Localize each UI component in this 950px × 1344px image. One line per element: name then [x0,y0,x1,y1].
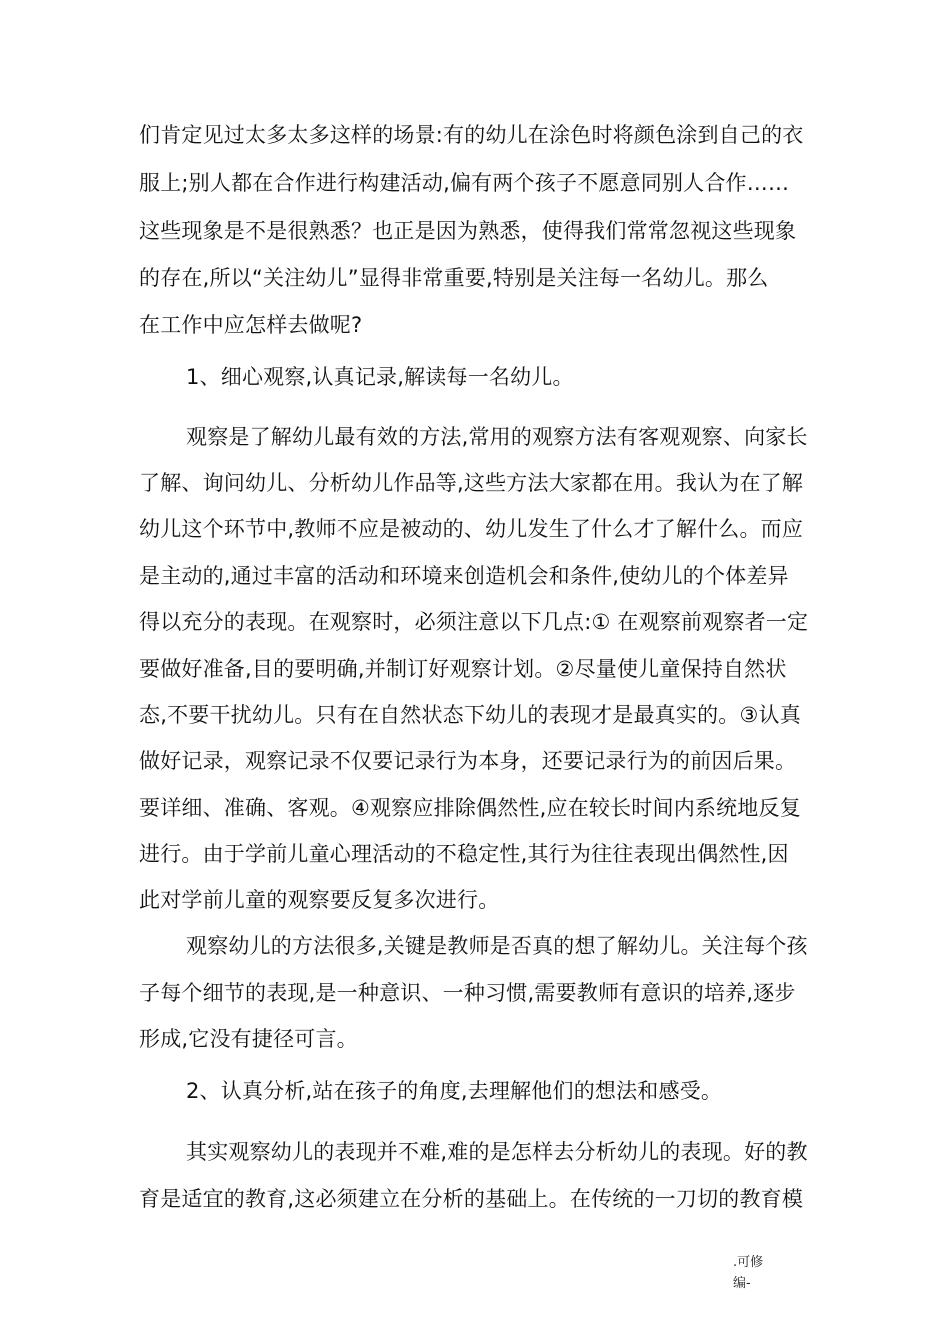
paragraph-line: 其实观察幼儿的表现并不难,难的是怎样去分析幼儿的表现。好的教 [186,1140,808,1164]
paragraph-line: 这些现象是不是很熟悉？也正是因为熟悉，使得我们常常忽视这些现象 [139,219,797,243]
paragraph-line: 育是适宜的教育,这必须建立在分析的基础上。在传统的一刀切的教育模 [139,1187,804,1211]
paragraph-line: 幼儿这个环节中,教师不应是被动的、幼儿发生了什么才了解什么。而应 [139,517,804,541]
paragraph-line: 要详细、准确、客观。④观察应排除偶然性,应在较长时间内系统地反复 [139,796,801,820]
paragraph-line: 态,不要干扰幼儿。只有在自然状态下幼儿的表现才是最真实的。③认真 [139,703,801,727]
paragraph-line: 们肯定见过太多太多这样的场景:有的幼儿在涂色时将颜色涂到自己的衣 [139,123,804,147]
paragraph-line: 子每个细节的表现,是一种意识、一种习惯,需要教师有意识的培养,逐步 [139,981,796,1005]
paragraph-line: 形成,它没有捷径可言。 [139,1027,358,1051]
paragraph-line: 了解、询问幼儿、分析幼儿作品等,这些方法大家都在用。我认为在了解 [139,471,804,495]
paragraph-line: 得以充分的表现。在观察时，必须注意以下几点:① 在观察前观察者一定 [139,610,809,634]
paragraph-line: 是主动的,通过丰富的活动和环境来创造机会和条件,使幼儿的个体差异 [139,564,789,588]
paragraph-line: 做好记录，观察记录不仅要记录行为本身，还要记录行为的前因后果。 [139,749,797,773]
paragraph-line: 要做好准备,目的要明确,并制订好观察计划。②尽量使儿童保持自然状 [139,657,787,681]
footer-note-line2: 编- [733,1276,751,1291]
footer-note-line1: .可修 [733,1255,764,1270]
paragraph-line: 观察是了解幼儿最有效的方法,常用的观察方法有客观观察、向家长 [186,425,808,449]
paragraph-line: 此对学前儿童的观察要反复多次进行。 [139,888,500,912]
paragraph-line: 服上;别人都在合作进行构建活动,偏有两个孩子不愿意同别人合作…… [139,171,790,195]
paragraph-line: 的存在,所以“关注幼儿”显得非常重要,特别是关注每一名幼儿。那么 [139,266,769,290]
paragraph-line: 观察幼儿的方法很多,关键是教师是否真的想了解幼儿。关注每个孩 [186,934,808,958]
paragraph-line: 在工作中应怎样去做呢? [139,313,363,337]
section-heading-1: 1、细心观察,认真记录,解读每一名幼儿。 [186,365,574,389]
section-heading-2: 2、认真分析,站在孩子的角度,去理解他们的想法和感受。 [186,1079,723,1103]
paragraph-line: 进行。由于学前儿童心理活动的不稳定性,其行为往往表现出偶然性,因 [139,842,789,866]
